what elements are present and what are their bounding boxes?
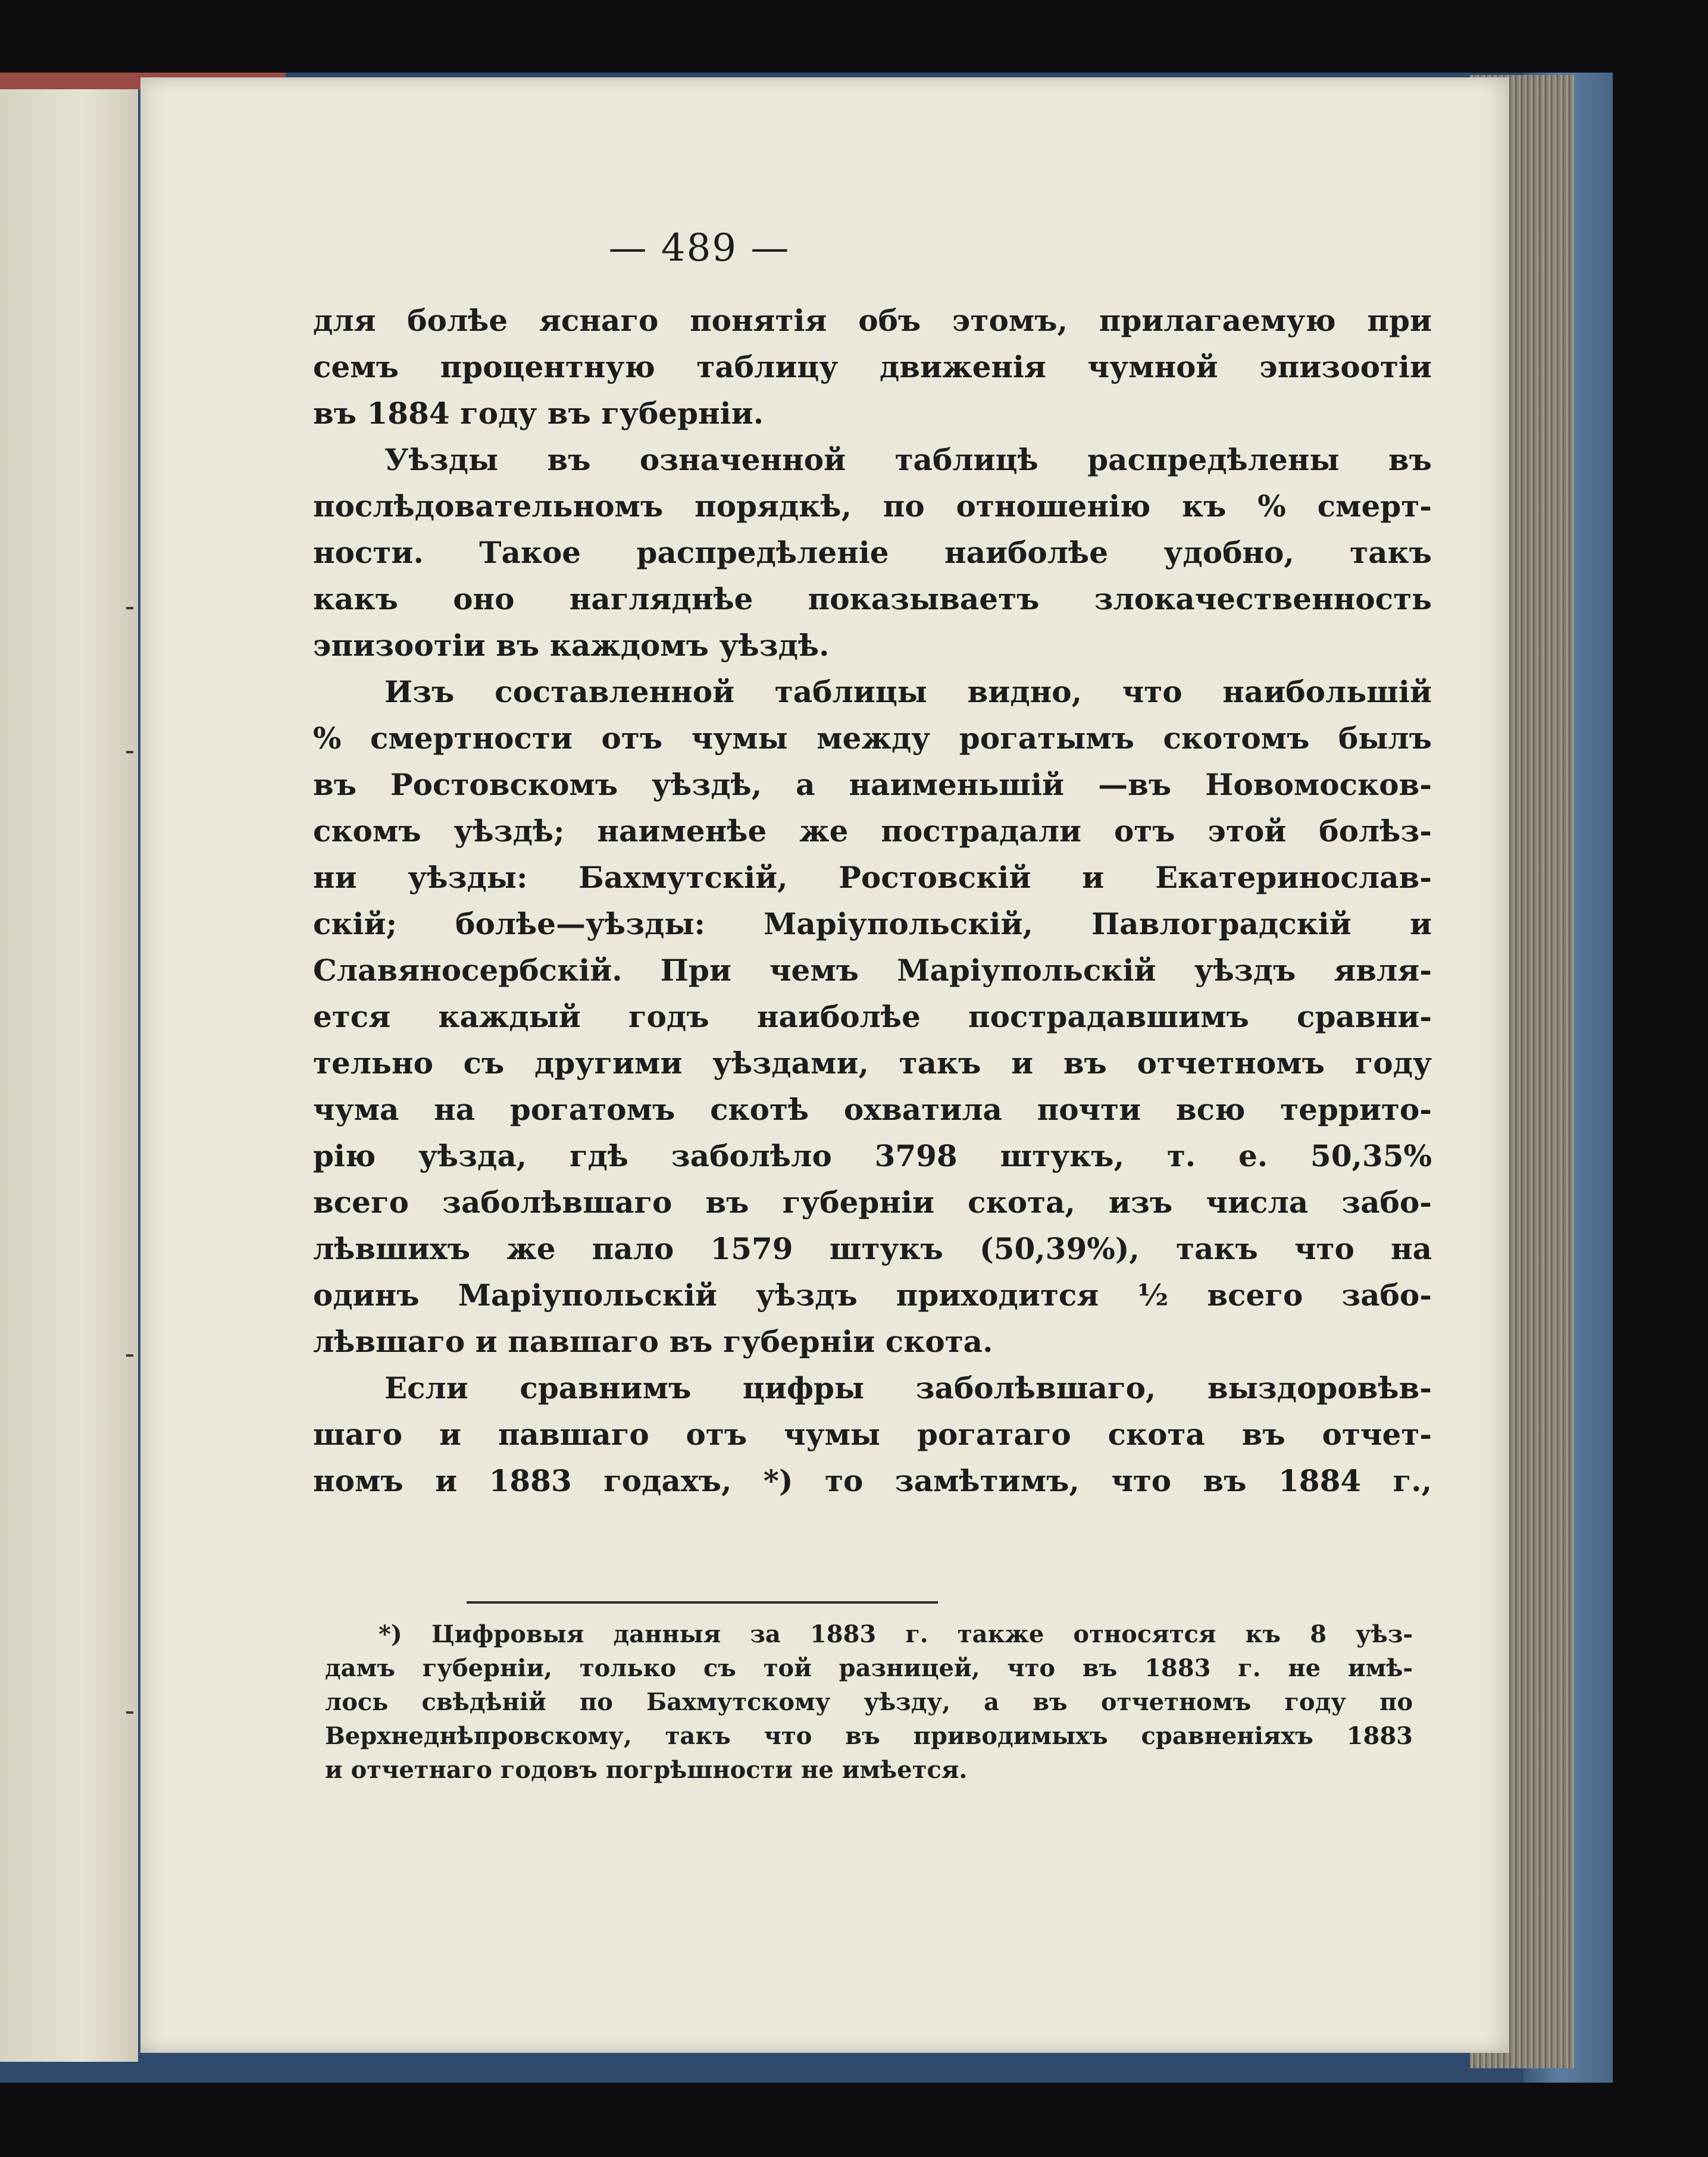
footnote-line: лось свѣдѣній по Бахмутскому уѣзду, а въ отчетномъ году по (325, 1688, 1413, 1716)
footnote-line: дамъ губерніи, только съ той разницей, что въ 1883 г. не имѣ- (325, 1654, 1413, 1682)
text-line: всего заболѣвшаго въ губерніи скота, изъ числа забо- (313, 1185, 1432, 1220)
margin-mark (126, 1354, 133, 1357)
left-page (0, 89, 138, 2062)
text-line: Уѣзды въ означенной таблицѣ распредѣлены въ (384, 442, 1432, 477)
body-text (313, 298, 1432, 1504)
footnote (325, 1617, 1413, 1787)
text-line: чума на рогатомъ скотѣ охватила почти всю террито- (313, 1092, 1432, 1127)
text-line: въ 1884 году въ губерніи. (313, 396, 764, 431)
footnote-divider (467, 1601, 938, 1604)
text-line: въ Ростовскомъ уѣздѣ, а наименьшій —въ Новомосков- (313, 767, 1432, 802)
text-line: тельно съ другими уѣздами, такъ и въ отчетномъ году (313, 1045, 1432, 1081)
text-line: скомъ уѣздѣ; наименѣе же пострадали отъ этой болѣз- (313, 813, 1432, 849)
text-line: одинъ Маріупольскій уѣздъ приходится ½ всего забо- (313, 1278, 1432, 1313)
text-line: Изъ составленной таблицы видно, что наибольшій (384, 674, 1432, 709)
margin-mark (126, 751, 133, 753)
text-line: Если сравнимъ цифры заболѣвшаго, выздоровѣв- (384, 1370, 1432, 1405)
text-line: эпизоотіи въ каждомъ уѣздѣ. (313, 628, 830, 663)
text-line: лѣвшаго и павшаго въ губерніи скота. (313, 1324, 993, 1359)
text-line: Славяносербскій. При чемъ Маріупольскій уѣздъ явля- (313, 953, 1432, 988)
text-line: семъ процентную таблицу движенія чумной эпизоотіи (313, 349, 1432, 384)
book-page (140, 77, 1509, 2053)
text-line: номъ и 1883 годахъ, *) то замѣтимъ, что въ 1884 г., (313, 1463, 1432, 1498)
page-number: — 489 — (608, 226, 790, 270)
text-line: ности. Такое распредѣленіе наиболѣе удобно, такъ (313, 535, 1432, 570)
text-line: ни уѣзды: Бахмутскій, Ростовскій и Екатеринослав- (313, 860, 1432, 895)
margin-mark (126, 1711, 133, 1714)
footnote-line: *) Цифровыя данныя за 1883 г. также относятся къ 8 уѣз- (378, 1620, 1413, 1648)
text-line: скій; болѣе—уѣзды: Маріупольскій, Павлоградскій и (313, 906, 1432, 941)
text-line: лѣвшихъ же пало 1579 штукъ (50,39%), такъ что на (313, 1231, 1432, 1266)
text-line: % смертности отъ чумы между рогатымъ скотомъ былъ (313, 721, 1432, 756)
text-line: какъ оно нагляднѣе показываетъ злокачественность (313, 581, 1432, 616)
footnote-line: и отчетнаго годовъ погрѣшности не имѣется. (325, 1756, 968, 1784)
footnote-line: Верхнеднѣпровскому, такъ что въ приводимыхъ сравненіяхъ 1883 (325, 1722, 1413, 1750)
text-line: ется каждый годъ наиболѣе пострадавшимъ сравни- (313, 999, 1432, 1034)
text-line: шаго и павшаго отъ чумы рогатаго скота въ отчет- (313, 1417, 1432, 1452)
text-line: послѣдовательномъ порядкѣ, по отношенію къ % смерт- (313, 489, 1432, 524)
text-line: для болѣе яснаго понятія объ этомъ, прилагаемую при (313, 303, 1432, 338)
text-line: рію уѣзда, гдѣ заболѣло 3798 штукъ, т. е. 50,35% (313, 1138, 1432, 1173)
margin-mark (126, 607, 133, 609)
